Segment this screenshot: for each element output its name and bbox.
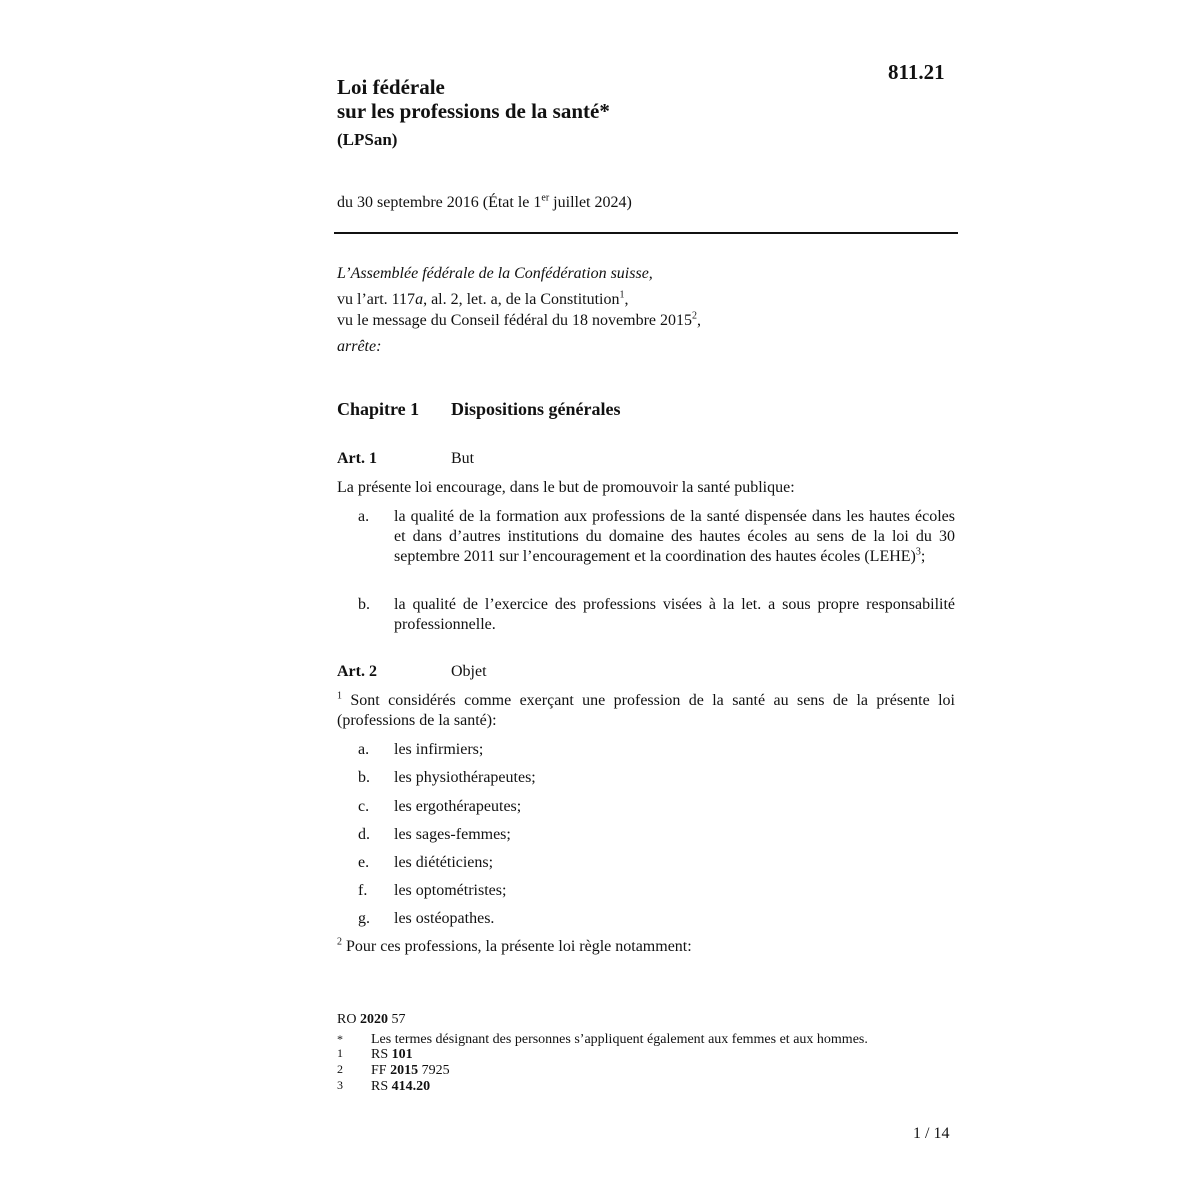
art1-item-a-text: la qualité de la formation aux professions de la santé dispensée dans les hautes écoles et dans d’autres institutions du domaine des hautes écoles au sens de la loi du 30 septembre 2011 sur l’encouragement et la coordination des hautes écoles (LEHE)$^3$; [394,508,955,565]
art1-item-b-text: la qualité de l’exercice des professions visées à la let. a sous propre responsabilité professionnelle. [394,596,955,633]
list-item: les optométristes; [394,882,507,899]
list-item: les ergothérapeutes; [394,798,522,815]
art1-number: Art. 1 [337,450,377,467]
document-date: du 30 septembre 2016 (État le 1er juillet 2024) [337,192,632,211]
ro-reference: RO 2020 57 [337,1012,406,1027]
art2-number: Art. 2 [337,663,377,680]
footnote-mark: * [337,1032,343,1046]
footnote-text: FF 2015 7925 [371,1063,450,1078]
art1-item-b-label: b. [358,596,370,613]
preamble-decree: arrête: [337,338,382,355]
art1-item-a-label: a. [358,508,370,525]
list-item: les ostéopathes. [394,910,495,927]
footnote-mark: 1 [337,1046,343,1060]
list-item-label: f. [358,882,368,899]
header-rule [334,232,958,234]
list-item: les infirmiers; [394,741,484,758]
title-line-1: Loi fédérale [337,75,445,99]
title-line-2: sur les professions de la santé* [337,99,610,123]
footnote-mark: 3 [337,1078,343,1092]
list-item: les physiothérapeutes; [394,769,536,786]
list-item-label: b. [358,769,370,786]
list-item: les sages-femmes; [394,826,511,843]
list-item-label: e. [358,854,370,871]
footnote-text: RS 414.20 [371,1079,431,1094]
chapter-label: Chapitre 1 [337,399,420,419]
preamble-message: vu le message du Conseil fédéral du 18 novembre 2015$^2$, [337,310,702,329]
list-item-label: d. [358,826,370,843]
page-number: 1 / 14 [913,1125,950,1142]
list-item: les diététiciens; [394,854,494,871]
chapter-title: Dispositions générales [451,399,621,419]
art2-title: Objet [451,663,487,680]
footnote-text: Les termes désignant des personnes s’appliquent également aux femmes et aux hommes. [371,1032,868,1047]
footnote-mark: 2 [337,1062,343,1076]
list-item-label: c. [358,798,370,815]
footnote-text: RS 101 [371,1047,413,1062]
art2-paragraph-1: $^1$ Sont considérés comme exerçant une profession de la santé au sens de la présente loi (professions de la santé): [337,690,955,729]
list-item-label: g. [358,910,370,927]
art1-title: But [451,450,475,467]
art2-paragraph-2: $^2$ Pour ces professions, la présente loi règle notamment: [337,936,692,955]
preamble-assembly: L’Assemblée fédérale de la Confédération suisse, [337,265,653,282]
title-abbreviation: (LPSan) [337,130,398,149]
preamble-constitution: vu l’art. 117a, al. 2, let. a, de la Constitution$^1$, [337,289,629,308]
list-item-label: a. [358,741,370,758]
document-number: 811.21 [888,60,945,84]
art1-intro: La présente loi encourage, dans le but de promouvoir la santé publique: [337,479,795,496]
